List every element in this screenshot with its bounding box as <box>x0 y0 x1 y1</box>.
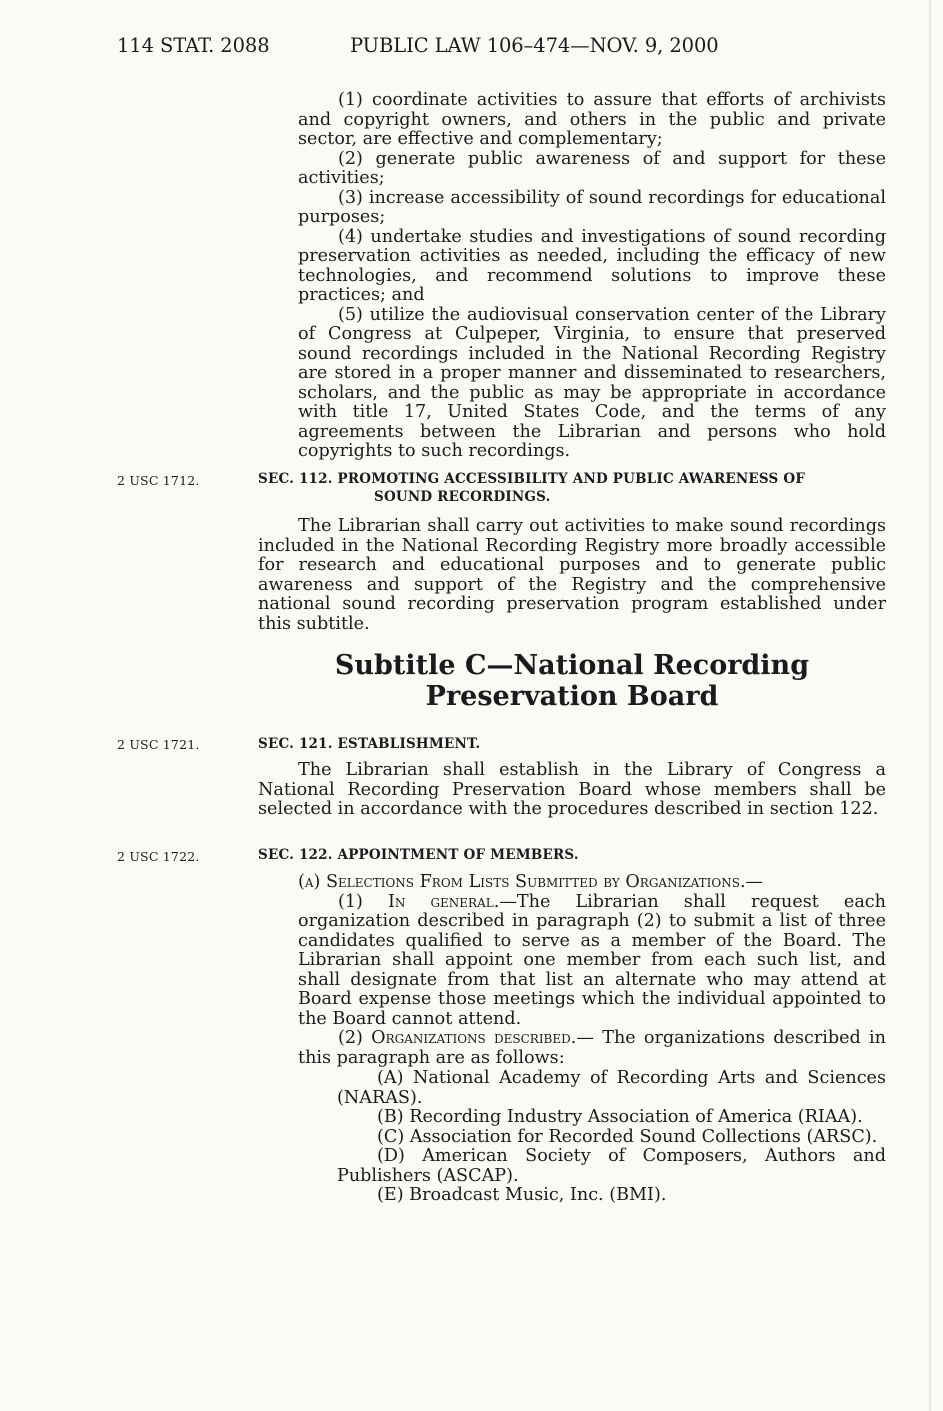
subtitle-heading <box>258 650 886 712</box>
section-112-title-line2: SOUND RECORDINGS. <box>374 489 551 505</box>
list-item: (D) American Society of Composers, Authors and Publishers (ASCAP). <box>337 1146 886 1186</box>
section-112-title-line1: SEC. 112. PROMOTING ACCESSIBILITY AND PUBLIC AWARENESS OF <box>258 471 806 487</box>
paragraph-1-text: The Librarian shall request each organization described in paragraph (2) to submit a list of three candidates qualified to serve as a member of the Board. The Librarian shall appoint one member from each such list, and shall designate from that list an alternate who may attend at Board expense those meetings which the individual appointed to the Board cannot attend. <box>298 891 886 1029</box>
margin-citation-1712: 2 USC 1712. <box>117 473 200 488</box>
section-121-body: The Librarian shall establish in the Library of Congress a National Recording Preservation Board whose members shall be selected in accordance with the procedures described in section 122. <box>258 760 886 819</box>
section-112-body: The Librarian shall carry out activities to make sound recordings included in the National Recording Registry more broadly accessible for research and educational purposes and to generate public awareness and support of the Registry and the comprehensive national sound recording preservation program established under this subtitle. <box>258 516 886 634</box>
list-item: (5) utilize the audiovisual conservation center of the Library of Congress at Culpeper, Virginia, to ensure that preserved sound recordings included in the National Recording Registry are stored in a proper manner and disseminated to researchers, scholars, and the public as may be appropriate in accordance with title 17, United States Code, and the terms of any agreements between the Librarian and persons who hold copyrights to such recordings. <box>298 304 886 461</box>
paragraph-2-label: (2) Organizations described.— <box>338 1028 594 1048</box>
subsection-a-heading: (a) Selections From Lists Submitted by Organizations.— <box>298 872 764 892</box>
list-item: (2) generate public awareness of and support for these activities; <box>298 148 886 188</box>
list-item: (1) coordinate activities to assure that efforts of archivists and copyright owners, and others in the public and private sector, are effective and complementary; <box>298 90 886 149</box>
paragraph-2 <box>298 1029 886 1068</box>
list-item: (C) Association for Recorded Sound Collections (ARSC). <box>377 1126 878 1147</box>
list-item: (E) Broadcast Music, Inc. (BMI). <box>377 1185 667 1205</box>
subtitle-line1: Subtitle C—National Recording <box>334 650 810 681</box>
list-item: (B) Recording Industry Association of America (RIAA). <box>377 1107 863 1127</box>
list-item: (A) National Academy of Recording Arts and Sciences (NARAS). <box>337 1068 886 1108</box>
paragraph-1 <box>298 893 886 1030</box>
public-law-title: PUBLIC LAW 106–474—NOV. 9, 2000 <box>350 34 719 57</box>
paragraph-2-text: The organizations described in this paragraph are as follows: <box>298 1028 887 1068</box>
paragraph-1-label: (1) In general.— <box>338 891 517 912</box>
organizations-list <box>337 1069 886 1206</box>
page-edge <box>929 0 931 1411</box>
section-122-body <box>298 873 886 1068</box>
margin-citation-1721: 2 USC 1721. <box>117 737 200 752</box>
section-121-heading: SEC. 121. ESTABLISHMENT. <box>258 736 481 752</box>
margin-citation-1722: 2 USC 1722. <box>117 849 200 864</box>
section-112-heading <box>258 470 886 506</box>
statute-citation: 114 STAT. 2088 <box>117 34 270 57</box>
subtitle-line2: Preservation Board <box>425 681 719 712</box>
list-item: (4) undertake studies and investigations of sound recording preservation activities as needed, including the efficacy of new technologies, and recommend solutions to improve these practices; and <box>298 226 886 305</box>
activities-list <box>298 91 886 462</box>
section-122-heading: SEC. 122. APPOINTMENT OF MEMBERS. <box>258 847 579 863</box>
list-item: (3) increase accessibility of sound recordings for educational purposes; <box>298 187 886 227</box>
